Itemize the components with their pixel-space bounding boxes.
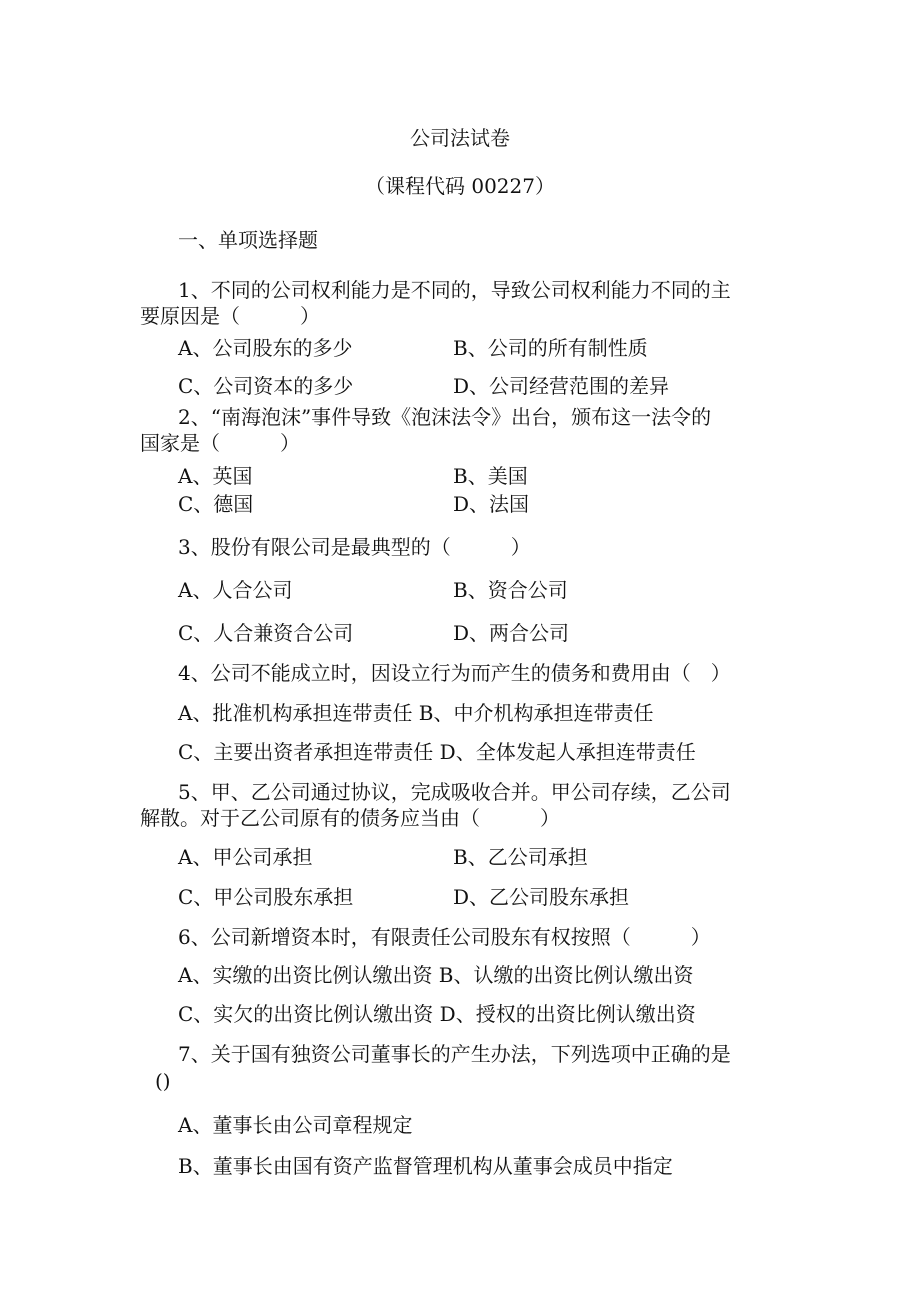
- option: A、英国: [178, 464, 253, 488]
- option: C、德国: [178, 492, 254, 516]
- question-3-text: 3、股份有限公司是最典型的（ ）: [178, 535, 531, 559]
- page-title: 公司法试卷: [410, 126, 510, 150]
- option: B、资合公司: [453, 578, 568, 602]
- option: B、美国: [453, 464, 528, 488]
- option: D、两合公司: [453, 621, 570, 645]
- option: A、批准机构承担连带责任 B、中介机构承担连带责任: [178, 701, 654, 725]
- option: B、公司的所有制性质: [453, 336, 648, 360]
- question-7-text-cont: (): [155, 1069, 171, 1093]
- option: D、法国: [453, 492, 530, 516]
- question-4-text: 4、公司不能成立时，因设立行为而产生的债务和费用由（ ）: [178, 661, 731, 685]
- option: A、人合公司: [178, 578, 293, 602]
- option: A、董事长由公司章程规定: [178, 1113, 413, 1137]
- question-7-text: 7、关于国有独资公司董事长的产生办法，下列选项中正确的是: [178, 1042, 731, 1066]
- option: A、甲公司承担: [178, 845, 313, 869]
- question-5-text: 5、甲、乙公司通过协议，完成吸收合并。甲公司存续，乙公司: [178, 780, 731, 804]
- question-6-text: 6、公司新增资本时，有限责任公司股东有权按照（ ）: [178, 925, 711, 949]
- option: C、甲公司股东承担: [178, 885, 354, 909]
- option: B、董事长由国有资产监督管理机构从董事会成员中指定: [178, 1154, 673, 1178]
- option: C、人合兼资合公司: [178, 621, 354, 645]
- question-2-text-cont: 国家是（ ）: [140, 431, 300, 455]
- option: D、乙公司股东承担: [453, 885, 630, 909]
- section-heading: 一、单项选择题: [178, 228, 318, 252]
- question-5-text-cont: 解散。对于乙公司原有的债务应当由（ ）: [140, 806, 560, 830]
- option: C、实欠的出资比例认缴出资 D、授权的出资比例认缴出资: [178, 1002, 696, 1026]
- question-1-text-cont: 要原因是（ ）: [140, 304, 320, 328]
- course-code: （课程代码 00227）: [365, 174, 555, 198]
- option: B、乙公司承担: [453, 845, 588, 869]
- question-1-text: 1、不同的公司权利能力是不同的，导致公司权利能力不同的主: [178, 278, 731, 302]
- option: A、实缴的出资比例认缴出资 B、认缴的出资比例认缴出资: [178, 963, 694, 987]
- option: C、公司资本的多少: [178, 374, 354, 398]
- option: C、主要出资者承担连带责任 D、全体发起人承担连带责任: [178, 740, 696, 764]
- question-2-text: 2、“南海泡沫”事件导致《泡沫法令》出台，颁布这一法令的: [178, 405, 712, 429]
- option: A、公司股东的多少: [178, 336, 353, 360]
- option: D、公司经营范围的差异: [453, 374, 670, 398]
